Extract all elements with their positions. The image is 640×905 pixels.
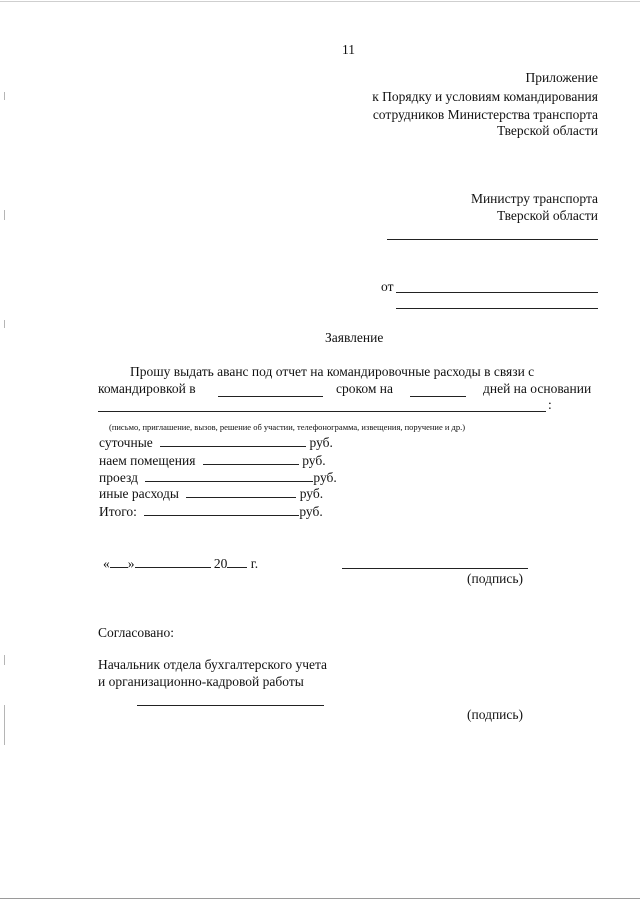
signature-label: (подпись)	[467, 571, 524, 586]
expense-row	[99, 485, 323, 502]
expense-label: Итого:	[99, 504, 137, 519]
appendix-line: Тверской области	[497, 123, 598, 138]
expense-unit: руб.	[302, 453, 326, 468]
scan-edge-bottom	[0, 898, 640, 899]
appendix-line: сотрудников Министерства транспорта	[372, 107, 598, 122]
addressee-line: Тверской области	[497, 208, 598, 223]
body-word-term: сроком на	[336, 381, 393, 396]
signature-label: (подпись)	[467, 707, 524, 722]
approver-signature-field[interactable]	[137, 705, 324, 706]
duration-field[interactable]	[410, 396, 466, 397]
expense-label: суточные	[99, 435, 153, 450]
date-year-field[interactable]	[227, 555, 247, 568]
basis-field[interactable]	[98, 411, 546, 412]
date-quote-close: »	[127, 556, 135, 571]
date-quote-open: «	[103, 556, 110, 571]
appendix-line: к Порядку и условиям командирования	[372, 89, 598, 104]
daily-allowance-field[interactable]	[160, 434, 306, 447]
from-position-field[interactable]	[396, 308, 598, 309]
expense-row	[99, 503, 323, 520]
agreed-label: Согласовано:	[98, 625, 174, 640]
expense-row	[99, 469, 337, 486]
expense-unit: руб.	[313, 470, 337, 485]
accommodation-field[interactable]	[203, 452, 299, 465]
scan-speck	[4, 705, 5, 745]
scan-edge-top	[0, 1, 640, 2]
scan-speck	[4, 320, 5, 328]
from-label: от	[381, 279, 394, 294]
addressee-line: Министру транспорта	[470, 191, 598, 206]
expense-row	[99, 452, 326, 469]
basis-colon: :	[548, 397, 552, 412]
approver-line: Начальник отдела бухгалтерского учета	[98, 657, 328, 672]
date-year-prefix: 20	[213, 556, 228, 571]
scan-speck	[4, 92, 5, 100]
expense-label: проезд	[99, 470, 139, 485]
scan-speck	[4, 655, 5, 665]
other-expenses-field[interactable]	[186, 485, 296, 498]
body-line: Прошу выдать аванс под отчет на командировочные расходы в связи с	[130, 364, 535, 379]
expense-unit: руб.	[299, 486, 324, 501]
body-word-trip: командировкой в	[98, 381, 196, 396]
page-number: 11	[342, 42, 355, 57]
total-field[interactable]	[144, 503, 299, 516]
date-line	[103, 555, 258, 572]
date-year-suffix: г.	[250, 556, 259, 571]
travel-field[interactable]	[145, 469, 313, 482]
expense-unit: руб.	[309, 435, 333, 450]
from-name-field[interactable]	[396, 292, 598, 293]
signature-field[interactable]	[342, 568, 528, 569]
document-title: Заявление	[325, 330, 384, 345]
appendix-title: Приложение	[525, 70, 598, 85]
addressee-name-field[interactable]	[387, 239, 598, 240]
date-day-field[interactable]	[110, 555, 128, 568]
expense-unit: руб.	[299, 504, 323, 519]
expense-label: наем помещения	[99, 453, 196, 468]
approver-line: и организационно-кадровой работы	[98, 674, 304, 689]
scan-speck	[4, 210, 5, 220]
expense-row	[99, 434, 333, 451]
basis-hint: (письмо, приглашение, вызов, решение об участии, телефонограмма, извещения, поручение и др.)	[109, 422, 466, 432]
expense-label: иные расходы	[99, 486, 179, 501]
date-month-field[interactable]	[135, 555, 211, 568]
destination-field[interactable]	[218, 396, 323, 397]
body-word-days: дней на основании	[483, 381, 592, 396]
